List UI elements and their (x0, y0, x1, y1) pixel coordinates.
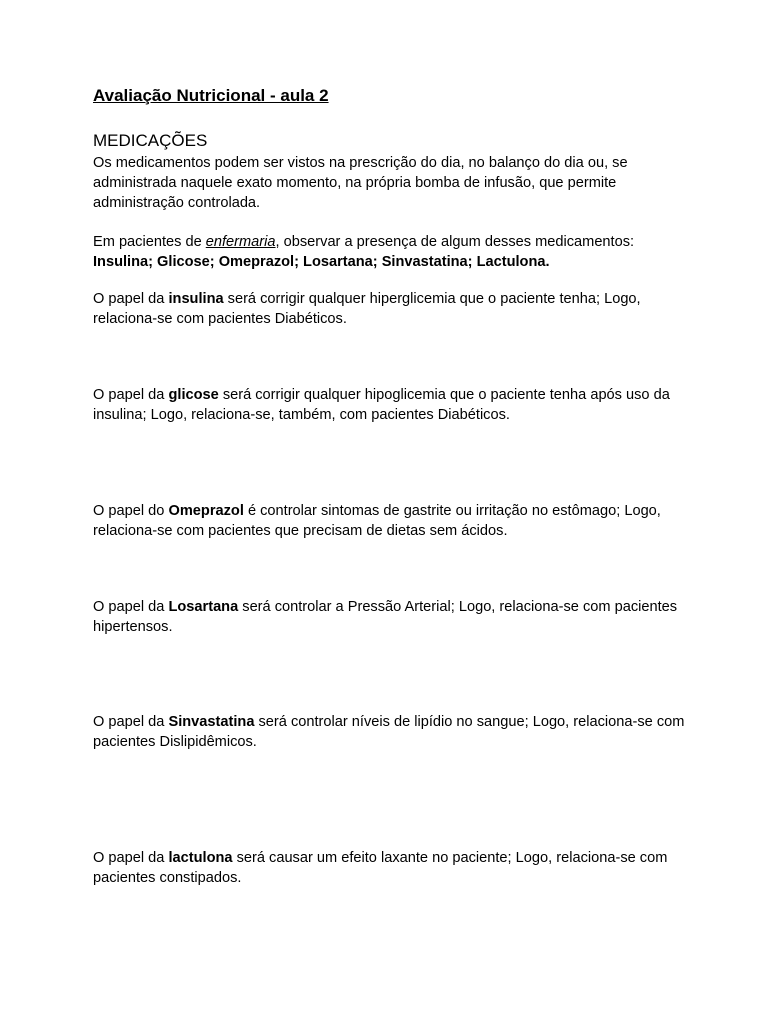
medication-list: Insulina; Glicose; Omeprazol; Losartana; Sinvastatina; Lactulona. (93, 254, 550, 270)
drug-paragraph-insulina (93, 289, 693, 329)
drug-text: será causar um efeito laxante no paciente; Logo, relaciona-se com pacientes constipados. (93, 850, 668, 886)
drug-name: lactulona (168, 850, 233, 866)
document-page (93, 0, 693, 1024)
ward-paragraph (93, 232, 693, 272)
drug-lead: O papel da (93, 291, 169, 307)
drug-text: é controlar sintomas de gastrite ou irritação no estômago; Logo, relaciona-se com pacientes que precisam de dietas sem ácidos. (93, 503, 661, 539)
drug-name: Losartana (168, 599, 239, 615)
drug-lead: O papel da (93, 714, 169, 730)
drug-text: será controlar níveis de lipídio no sangue; Logo, relaciona-se com pacientes Dislipidêmicos. (93, 714, 685, 750)
drug-paragraph-sinvastatina (93, 712, 693, 752)
ward-suffix: , observar a presença de algum desses medicamentos: (275, 234, 635, 250)
drug-name: Omeprazol (168, 503, 244, 519)
document-title: Avaliação Nutricional - aula 2 (93, 86, 329, 105)
drug-text: será corrigir qualquer hiperglicemia que o paciente tenha; Logo, relaciona-se com pacientes Diabéticos. (93, 291, 641, 327)
drug-lead: O papel da (93, 387, 169, 403)
section-heading: MEDICAÇÕES (93, 131, 208, 150)
ward-emphasis: enfermaria (205, 234, 276, 250)
drug-paragraph-lactulona (93, 848, 693, 888)
drug-text: será controlar a Pressão Arterial; Logo, relaciona-se com pacientes hipertensos. (93, 599, 678, 635)
drug-name: Sinvastatina (168, 714, 255, 730)
drug-lead: O papel da (93, 850, 169, 866)
drug-paragraph-glicose (93, 385, 693, 425)
drug-paragraph-losartana (93, 597, 693, 637)
intro-paragraph: Os medicamentos podem ser vistos na prescrição do dia, no balanço do dia ou, se administrada naquele exato momento, na própria bomba de infusão, que permite administração controlada. (93, 155, 628, 211)
drug-paragraph-omeprazol (93, 501, 693, 541)
drug-name: glicose (168, 387, 219, 403)
drug-lead: O papel do (93, 503, 169, 519)
ward-prefix: Em pacientes de (93, 234, 206, 250)
drug-name: insulina (168, 291, 224, 307)
drug-text: será corrigir qualquer hipoglicemia que o paciente tenha após uso da insulina; Logo, relaciona-se, também, com pacientes Diabéticos. (93, 387, 670, 423)
drug-lead: O papel da (93, 599, 169, 615)
